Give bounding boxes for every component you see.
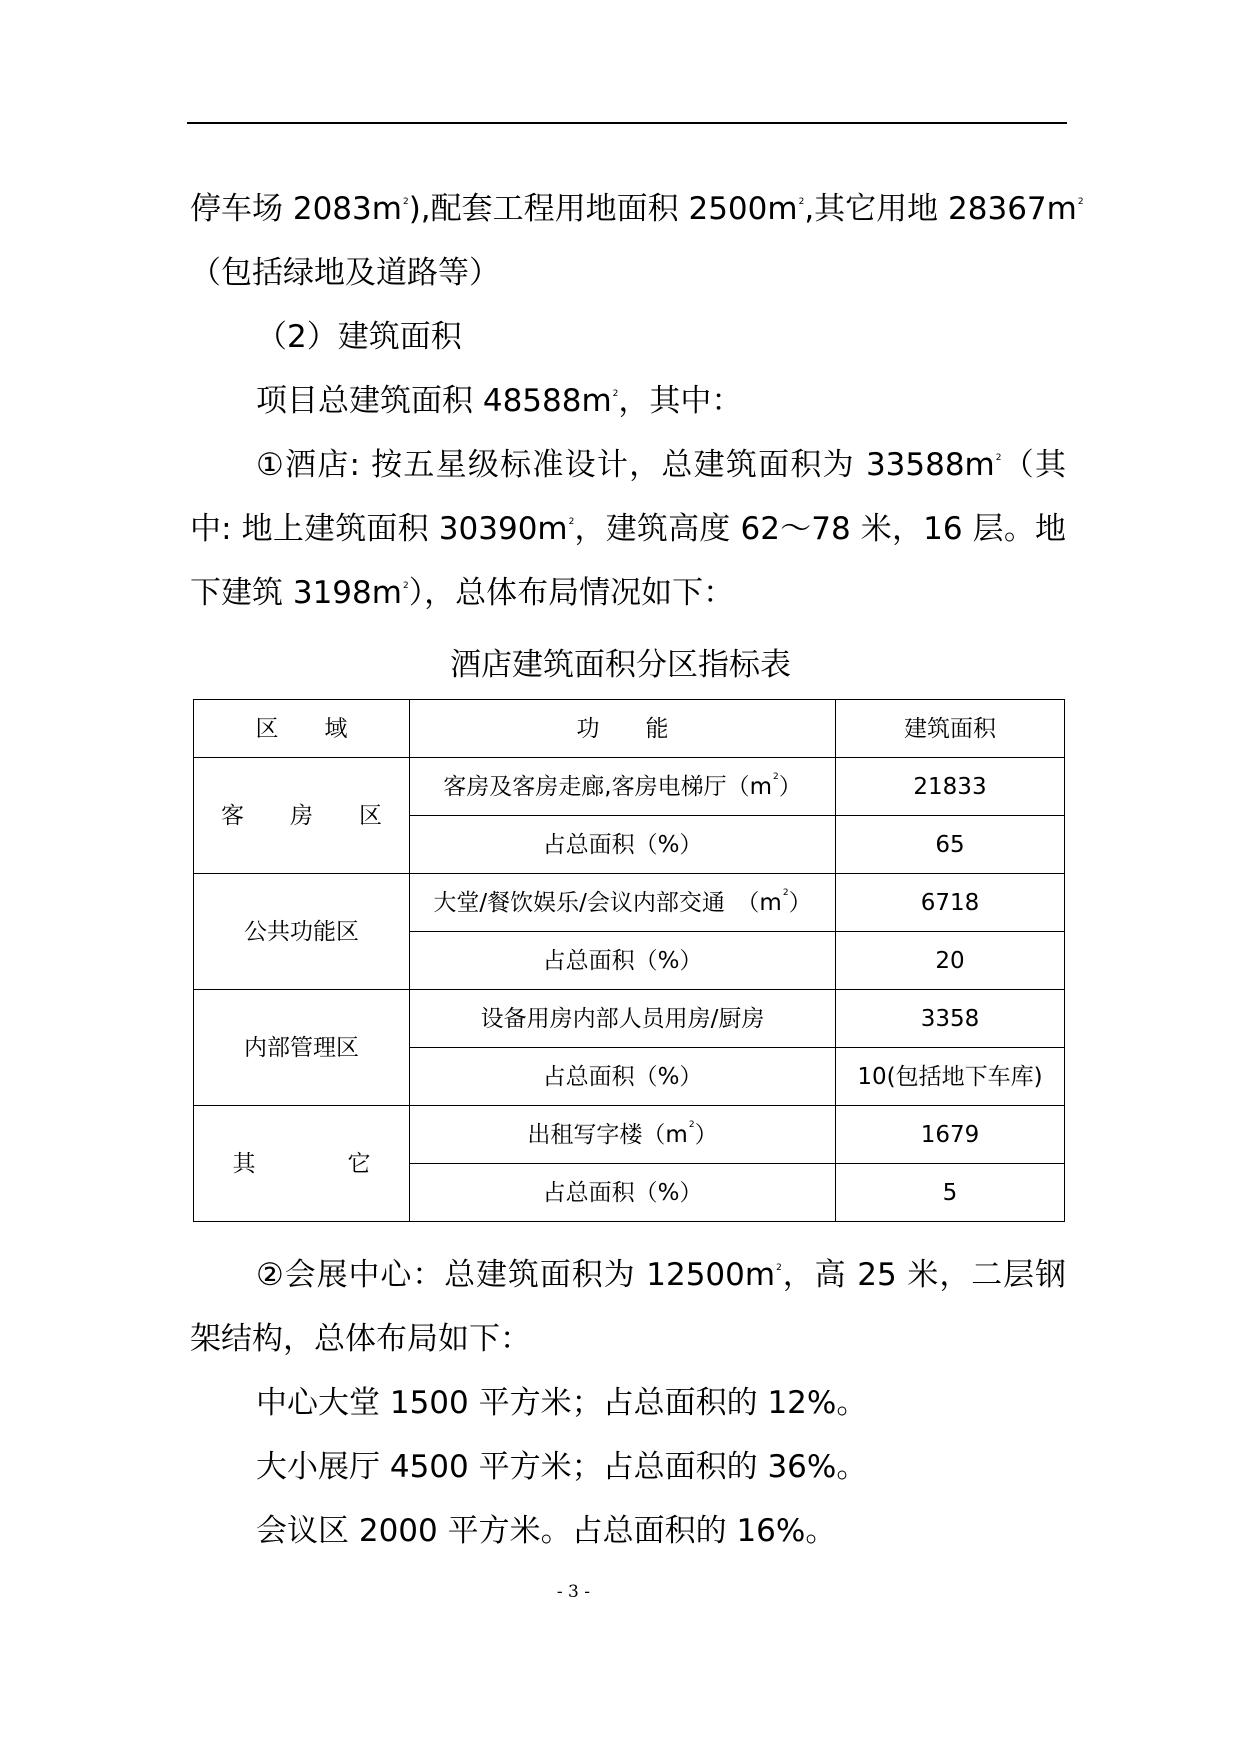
section-heading: （2）建筑面积 bbox=[256, 319, 462, 355]
function-cell: 占总面积（%） bbox=[410, 1048, 836, 1106]
area-value-cell: 65 bbox=[836, 816, 1065, 874]
function-cell: 占总面积（%） bbox=[410, 816, 836, 874]
function-cell: 出租写字楼$(m^2)$ bbox=[410, 1106, 836, 1164]
paragraph-line: 停车场 $2083m^2$),配套工程用地面积 $2500m^2$,其它用地 $28367m^2$ bbox=[190, 191, 1084, 227]
area-value-cell: 21833 bbox=[836, 758, 1065, 816]
area-value-cell: 1679 bbox=[836, 1106, 1065, 1164]
paragraph-line: 中心大堂 1500 平方米；占总面积的 12%。 bbox=[256, 1385, 868, 1421]
paragraph-line: 架结构，总体布局如下： bbox=[190, 1321, 531, 1357]
table-row bbox=[194, 990, 1065, 1048]
table-row bbox=[194, 758, 1065, 816]
table-row bbox=[194, 1106, 1065, 1164]
area-table bbox=[193, 699, 1065, 1222]
paragraph-line: 中: 地上建筑面积 $30390m^2$，建筑高度 62～78 米，16 层。地 bbox=[190, 511, 1067, 547]
body-text-bottom bbox=[190, 1243, 1066, 1563]
area-value-cell: 20 bbox=[836, 932, 1065, 990]
function-cell: 大堂/餐饮娱乐/会议内部交通 $(m^2)$ bbox=[410, 874, 836, 932]
table-title: 酒店建筑面积分区指标表 bbox=[450, 647, 791, 683]
header-rule bbox=[187, 122, 1067, 124]
paragraph-line: 项目总建筑面积 $48588m^2$，其中： bbox=[256, 383, 743, 419]
area-value-cell: 5 bbox=[836, 1164, 1065, 1222]
function-cell: 占总面积（%） bbox=[410, 1164, 836, 1222]
area-value-cell: 3358 bbox=[836, 990, 1065, 1048]
table-header-cell: 功 能 bbox=[410, 700, 836, 758]
paragraph-line: 大小展厅 4500 平方米；占总面积的 36%。 bbox=[256, 1449, 868, 1485]
paragraph-line: 下建筑 $3198m^2$），总体布局情况如下： bbox=[190, 575, 735, 611]
area-value-cell: 6718 bbox=[836, 874, 1065, 932]
area-value-cell: 10(包括地下车库) bbox=[836, 1048, 1065, 1106]
page-number: - 3 - bbox=[556, 1582, 590, 1602]
function-cell: 占总面积（%） bbox=[410, 932, 836, 990]
table-row bbox=[194, 874, 1065, 932]
body-text-top bbox=[190, 177, 1084, 625]
zone-cell: 客 房 区 bbox=[194, 758, 410, 874]
paragraph-line: 会议区 2000 平方米。占总面积的 16%。 bbox=[256, 1513, 837, 1549]
paragraph-line: （包括绿地及道路等） bbox=[190, 255, 500, 291]
table-header-cell: 区 域 bbox=[194, 700, 410, 758]
function-cell: 客房及客房走廊,客房电梯厅$(m^2)$ bbox=[410, 758, 836, 816]
zone-cell: 内部管理区 bbox=[194, 990, 410, 1106]
zone-cell: 其 它 bbox=[194, 1106, 410, 1222]
table-header-row bbox=[194, 700, 1065, 758]
function-cell: 设备用房内部人员用房/厨房 bbox=[410, 990, 836, 1048]
table-header-cell: 建筑面积 bbox=[836, 700, 1065, 758]
paragraph-line: ①酒店: 按五星级标准设计，总建筑面积为 $33588m^2$（其 bbox=[256, 447, 1066, 483]
paragraph-line: ②会展中心：总建筑面积为 $12500m^2$，高 25 米，二层钢 bbox=[256, 1257, 1067, 1293]
zone-cell: 公共功能区 bbox=[194, 874, 410, 990]
